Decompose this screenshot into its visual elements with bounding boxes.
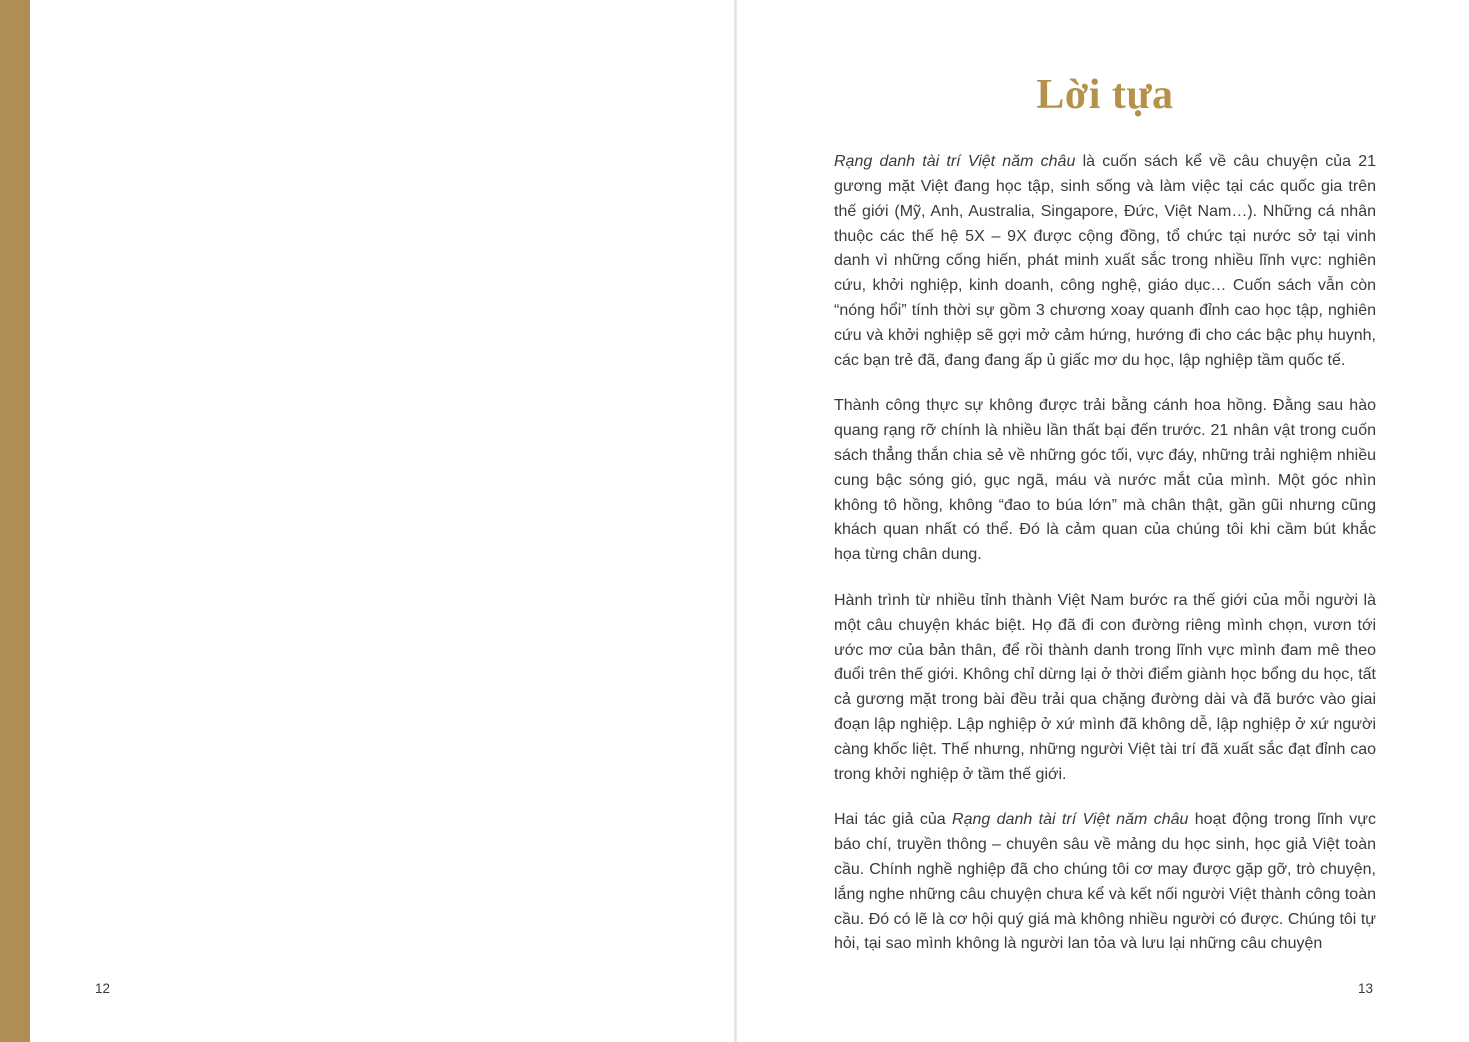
right-page-number: 13 <box>1357 981 1373 996</box>
right-page <box>737 0 1469 1042</box>
left-accent-band <box>0 0 30 1042</box>
paragraphs <box>834 150 1376 957</box>
page-title: Lời tựa <box>1036 72 1174 118</box>
left-page <box>30 0 734 1042</box>
paragraph: Rạng danh tài trí Việt năm châu là cuốn sách kể về câu chuyện của 21 gương mặt Việt đang học tập, sinh sống và làm việc tại các quốc gia trên thế giới (Mỹ, Anh, Australia, Singapore, Đức, Việt Nam…). Những cá nhân thuộc các thế hệ 5X – 9X được cộng đồng, tổ chức tại nước sở tại vinh danh vì những cống hiến, phát minh xuất sắc trong nhiều lĩnh vực: nghiên cứu, khởi nghiệp, kinh doanh, công nghệ, giáo dục… Cuốn sách vẫn còn “nóng hổi” tính thời sự gồm 3 chương xoay quanh đỉnh cao học tập, nghiên cứu và khởi nghiệp sẽ gợi mở cảm hứng, hướng đi cho các bậc phụ huynh, các bạn trẻ đã, đang đang ấp ủ giấc mơ du học, lập nghiệp tầm quốc tế. <box>834 153 1377 369</box>
paragraph: Hai tác giả của Rạng danh tài trí Việt năm châu hoạt động trong lĩnh vực báo chí, truyền thông – chuyên sâu về mảng du học sinh, học giả Việt toàn cầu. Chính nghề nghiệp đã cho chúng tôi cơ may được gặp gỡ, trò chuyện, lắng nghe những câu chuyện chưa kể và kết nối người Việt thành công toàn cầu. Đó có lẽ là cơ hội quý giá mà không nhiều người có được. Chúng tôi tự hỏi, tại sao mình không là người lan tỏa và lưu lại những câu chuyện <box>834 811 1377 953</box>
right-page-content <box>834 72 1376 957</box>
left-page-number: 12 <box>95 981 111 996</box>
paragraph: Hành trình từ nhiều tỉnh thành Việt Nam bước ra thế giới của mỗi người là một câu chuyện khác biệt. Họ đã đi con đường riêng mình chọn, vươn tới ước mơ của bản thân, để rồi thành danh trong lĩnh vực mình đam mê theo đuổi trên thế giới. Không chỉ dừng lại ở thời điểm giành học bổng du học, tất cả gương mặt trong bài đều trải qua chặng đường dài và đã bước vào giai đoạn lập nghiệp. Lập nghiệp ở xứ mình đã không dễ, lập nghiệp ở xứ người càng khốc liệt. Thế nhưng, những người Việt tài trí đã xuất sắc đạt đỉnh cao trong khởi nghiệp ở tầm thế giới. <box>834 591 1376 783</box>
paragraph: Thành công thực sự không được trải bằng cánh hoa hồng. Đằng sau hào quang rạng rỡ chính là nhiều lần thất bại đến trước. 21 nhân vật trong cuốn sách thẳng thắn chia sẻ về những góc tối, vực đáy, những trải nghiệm nhiều cung bậc sóng gió, gục ngã, máu và nước mắt của mình. Một góc nhìn không tô hồng, không “đao to búa lớn” mà chân thật, gần gũi nhưng cũng khách quan nhất có thể. Đó là cảm quan của chúng tôi khi cầm bút khắc họa từng chân dung. <box>834 397 1376 564</box>
